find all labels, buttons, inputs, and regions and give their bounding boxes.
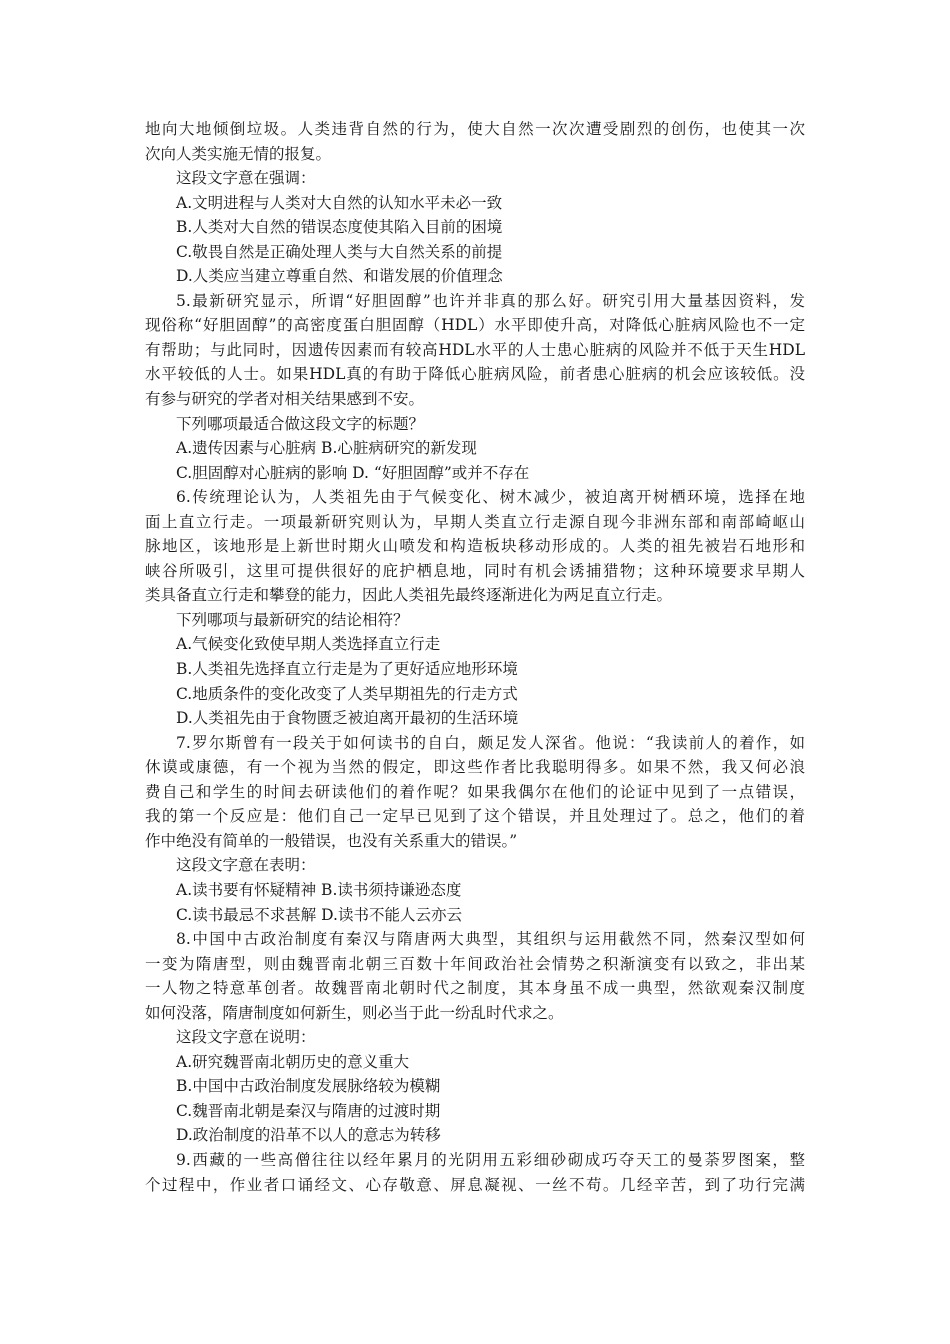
paragraph-line: 5.最新研究显示，所谓“好胆固醇”也许并非真的那么好。研究引用大量基因资料，发 — [176, 291, 805, 310]
paragraph-line: 6.传统理论认为，人类祖先由于气候变化、树木减少，被迫离开树栖环境，选择在地 — [176, 488, 805, 507]
question-prompt: 下列哪项最适合做这段文字的标题？ — [176, 414, 425, 433]
question-prompt: 这段文字意在强调： — [176, 169, 316, 188]
question-8 — [145, 927, 805, 1148]
paragraph-line: 类具备直立行走和攀登的能力，因此人类祖先最终逐渐进化为两足直立行走。 — [145, 586, 673, 605]
paragraph-line: 作中绝没有简单的一般错误，也没有关系重大的错误。” — [145, 831, 518, 850]
paragraph-line: 有参与研究的学者对相关结果感到不安。 — [145, 390, 425, 409]
paragraph-line: 费自己和学生的时间去研读他们的着作呢？如果我偶尔在他们的论证中见到了一点错误， — [145, 782, 805, 801]
paragraph-line: 7.罗尔斯曾有一段关于如何读书的自白，颇足发人深省。他说：“我读前人的着作，如 — [176, 733, 805, 752]
options-cd: C.读书最忌不求甚解 D.读书不能人云亦云 — [176, 905, 462, 924]
paragraph-line: 一变为隋唐型，则由魏晋南北朝三百数十年间政治社会情势之积渐演变有以致之，非出某 — [145, 954, 805, 973]
paragraph-line: 休谟或康德，有一个视为当然的假定，即这些作者比我聪明得多。如果不然，我又何必浪 — [145, 758, 805, 777]
question-prompt: 这段文字意在表明： — [176, 856, 316, 875]
question-prompt: 这段文字意在说明： — [176, 1028, 316, 1047]
options-ab: A.读书要有怀疑精神 B.读书须持谦逊态度 — [176, 880, 462, 899]
option-b: B.中国中古政治制度发展脉络较为模糊 — [176, 1077, 441, 1096]
question-5 — [145, 289, 805, 485]
options-ab: A.遗传因素与心脏病 B.心脏病研究的新发现 — [176, 439, 477, 458]
option-d: D.人类应当建立尊重自然、和谐发展的价值理念 — [176, 267, 503, 286]
paragraph-line: 次向人类实施无情的报复。 — [145, 144, 332, 163]
paragraph-line: 我的第一个反应是：他们自己一定早已见到了这个错误，并且处理过了。总之，他们的着 — [145, 807, 805, 826]
question-9 — [145, 1148, 805, 1197]
option-c: C.地质条件的变化改变了人类早期祖先的行走方式 — [176, 684, 518, 703]
option-c: C.魏晋南北朝是秦汉与隋唐的过渡时期 — [176, 1101, 441, 1120]
option-d: D.人类祖先由于食物匮乏被迫离开最初的生活环境 — [176, 709, 519, 728]
paragraph-line: 一人物之特意革创者。故魏晋南北朝时代之制度，其本身虽不成一典型，然欲观秦汉制度 — [145, 979, 805, 998]
option-d: D.政治制度的沿革不以人的意志为转移 — [176, 1126, 441, 1145]
option-b: B.人类对大自然的错误态度使其陷入目前的困境 — [176, 218, 503, 237]
option-a: A.气候变化致使早期人类选择直立行走 — [176, 635, 441, 654]
option-c: C.敬畏自然是正确处理人类与大自然关系的前提 — [176, 242, 503, 261]
passage-continued — [145, 117, 805, 289]
paragraph-line: 峡谷所吸引，这里可提供很好的庇护栖息地，同时有机会诱捕猎物；这种环境要求早期人 — [145, 561, 805, 580]
paragraph-line: 地向大地倾倒垃圾。人类违背自然的行为，使大自然一次次遭受剧烈的创伤，也使其一次 — [145, 120, 805, 138]
option-a: A.文明进程与人类对大自然的认知水平未必一致 — [176, 193, 503, 212]
paragraph-line: 水平较低的人士。如果HDL真的有助于降低心脏病风险，前者患心脏病的机会应该较低。没 — [145, 365, 805, 384]
paragraph-line: 有帮助；与此同时，因遗传因素而有较高HDL水平的人士患心脏病的风险并不低于天生HDL — [145, 340, 805, 359]
paragraph-line: 脉地区，该地形是上新世时期火山喷发和构造板块移动形成的。人类的祖先被岩石地形和 — [145, 537, 805, 556]
question-7 — [145, 731, 805, 927]
paragraph-line: 9.西藏的一些高僧往往以经年累月的光阴用五彩细砂砌成巧夺天工的曼荼罗图案，整 — [176, 1150, 805, 1169]
document-page — [145, 117, 805, 1197]
paragraph-line: 个过程中，作业者口诵经文、心存敬意、屏息凝视、一丝不苟。几经辛苦，到了功行完满 — [145, 1175, 805, 1194]
paragraph-line: 面上直立行走。一项最新研究则认为，早期人类直立行走源自现今非洲东部和南部崎岖山 — [145, 512, 805, 531]
options-cd: C.胆固醇对心脏病的影响 D. “好胆固醇”或并不存在 — [176, 463, 530, 482]
paragraph-line: 8.中国中古政治制度有秦汉与隋唐两大典型，其组织与运用截然不同，然秦汉型如何 — [176, 930, 805, 949]
question-6 — [145, 485, 805, 730]
paragraph-line: 如何没落，隋唐制度如何新生，则必当于此一纷乱时代求之。 — [145, 1003, 564, 1022]
question-prompt: 下列哪项与最新研究的结论相符？ — [176, 610, 409, 629]
option-b: B.人类祖先选择直立行走是为了更好适应地形环境 — [176, 660, 518, 679]
paragraph-line: 现俗称“好胆固醇”的高密度蛋白胆固醇（HDL）水平即使升高，对降低心脏病风险也不一定 — [145, 316, 805, 335]
option-a: A.研究魏晋南北朝历史的意义重大 — [176, 1052, 410, 1071]
